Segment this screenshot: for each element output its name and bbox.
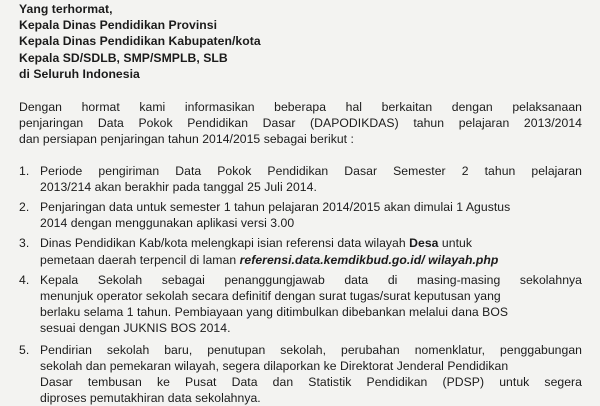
intro-paragraph bbox=[19, 99, 582, 148]
salutation: Yang terhormat, bbox=[19, 2, 113, 16]
list-item-text-part: pemetaan daerah terpencil di laman bbox=[40, 252, 240, 267]
address-block bbox=[19, 1, 582, 82]
list-item bbox=[19, 163, 582, 195]
list-item-text: sesuai dengan JUKNIS BOS 2014. bbox=[40, 321, 231, 336]
list-item-text-part: Dinas Pendidikan Kab/kota melengkapi isian referensi data wilayah bbox=[40, 236, 410, 251]
list-item-text: 2014 dengan menggunakan aplikasi versi 3.00 bbox=[40, 216, 295, 231]
list-item-text: 2013/214 akan berakhir pada tanggal 25 Juli 2014. bbox=[40, 179, 317, 194]
list-item-number: 4. bbox=[19, 272, 30, 287]
intro-line: dan persiapan penjaringan tahun 2014/2015 sebagai berikut : bbox=[19, 132, 354, 147]
reference-website-address: referensi.data.kemdikbud.go.id/ wilayah.php bbox=[239, 252, 499, 267]
list-item-text: sekolah dan pemekaran wilayah, segera dilaporkan ke Direktorat Jenderal Pendidikan bbox=[40, 358, 509, 373]
list-item-text: berlaku selama 1 tahun. Pembiayaan yang ditimbulkan dibebankan melalui dana BOS bbox=[40, 305, 509, 320]
list-item-text: menunjuk operator sekolah secara definitif dengan surat tugas/surat keputusan yang bbox=[40, 289, 501, 304]
list-item-text: Penjaringan data untuk semester 1 tahun pelajaran 2014/2015 akan dimulai 1 Agustus bbox=[40, 200, 511, 215]
list-item-number: 2. bbox=[19, 200, 30, 215]
list-item-text bbox=[40, 235, 582, 251]
list-item-number: 5. bbox=[19, 342, 30, 357]
intro-line: penjaringan Data Pokok Pendidikan Dasar (DAPODIKDAS) tahun pelajaran 2013/2014 bbox=[19, 116, 582, 131]
list-item bbox=[19, 235, 582, 267]
list-item-text bbox=[40, 252, 582, 268]
recipient-location: di Seluruh Indonesia bbox=[19, 66, 140, 81]
list-item-text: Pendirian sekolah baru, penutupan sekolah, perubahan nomenklatur, penggabungan bbox=[40, 342, 582, 357]
list-item-number: 3. bbox=[19, 236, 30, 251]
list-item bbox=[19, 199, 582, 231]
list-item bbox=[19, 342, 582, 406]
recipient-school-heads: Kepala SD/SDLB, SMP/SMPLB, SLB bbox=[19, 50, 228, 65]
list-item-text: Dasar tembusan ke Pusat Data dan Statistik Pendidikan (PDSP) untuk segera bbox=[40, 375, 582, 390]
list-item-text: diproses pemutakhiran data sekolahnya. bbox=[40, 391, 261, 406]
numbered-list bbox=[19, 163, 582, 406]
list-item-number: 1. bbox=[19, 163, 30, 178]
list-item-text: Periode pengiriman Data Pokok Pendidikan Dasar Semester 2 tahun pelajaran bbox=[40, 163, 582, 178]
list-item-text-part: untuk bbox=[438, 236, 472, 251]
intro-line: Dengan hormat kami informasikan beberapa hal berkaitan dengan pelaksanaan bbox=[19, 100, 582, 115]
recipient-provincial-office: Kepala Dinas Pendidikan Provinsi bbox=[19, 18, 218, 33]
recipient-district-office: Kepala Dinas Pendidikan Kabupaten/kota bbox=[19, 34, 261, 49]
list-item-text: Kepala Sekolah sebagai penanggungjawab data di masing-masing sekolahnya bbox=[40, 272, 582, 287]
desa-emphasis: Desa bbox=[409, 236, 439, 251]
list-item bbox=[19, 272, 582, 337]
